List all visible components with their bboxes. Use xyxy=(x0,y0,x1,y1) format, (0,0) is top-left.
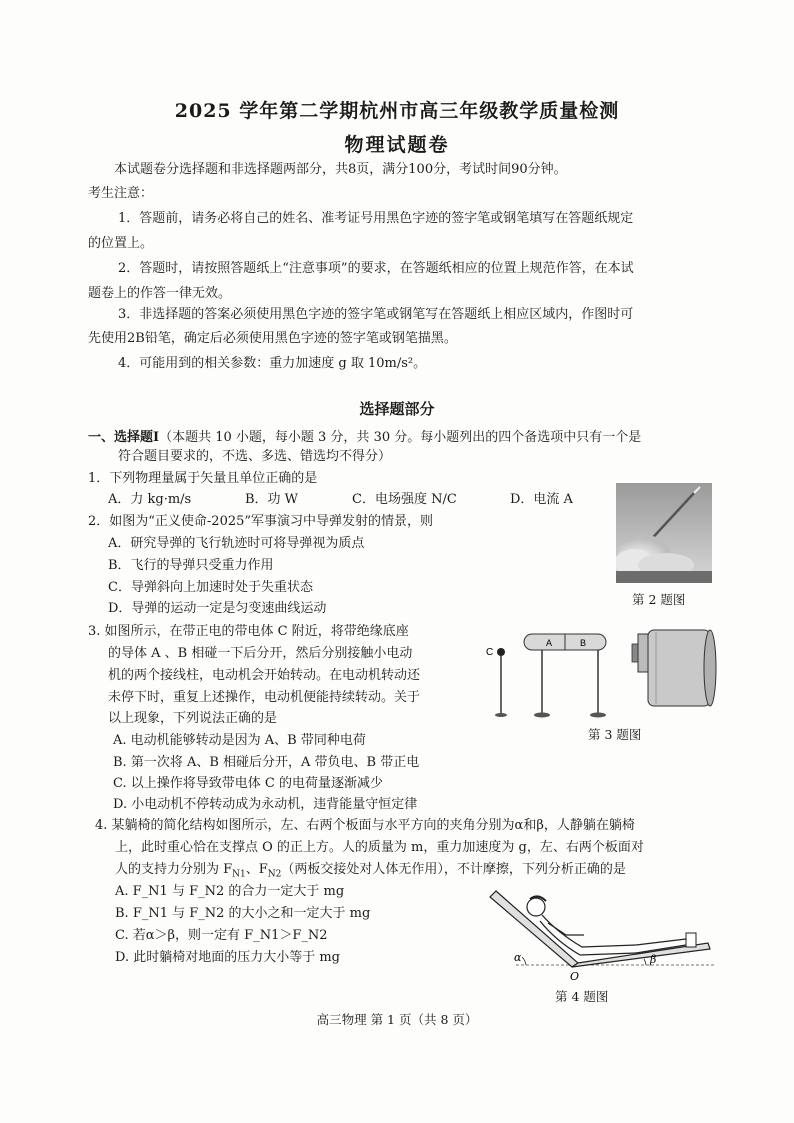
q3-line-2: 的导体 A 、B 相碰一下后分开，然后分别接触小电动 xyxy=(108,646,413,661)
q4-line-3: 人的支持力分别为 $F_{N1}$、$F_{N2}$（两板交接处对人体无作用），不计摩擦，下列分析正确的是 xyxy=(115,862,626,880)
beta-label: β xyxy=(650,953,657,966)
q3-option-c: C. 以上操作将导致带电体 C 的电荷量逐渐减少 xyxy=(113,776,383,791)
exam-subtitle: 物理试题卷 xyxy=(344,134,450,156)
notice-4: 4．可能用到的相关参数：重力加速度 g 取 10m/s²。 xyxy=(118,356,427,371)
q3-option-a: A. 电动机能够转动是因为 A、B 带同种电荷 xyxy=(113,733,366,748)
q1-option-c: C．电场强度 N/C xyxy=(352,492,457,507)
q1-option-a: A．力 kg·m/s xyxy=(108,492,192,507)
q3-caption: 第 3 题图 xyxy=(588,727,642,742)
q3-line-1: 3. 如图所示，在带正电的带电体 C 附近，将带绝缘底座 xyxy=(88,624,409,639)
q3-line-4: 未停下时，重复上述操作，电动机便能持续转动。关于 xyxy=(108,690,421,705)
notice-1b: 的位置上。 xyxy=(88,236,154,251)
q4-figure xyxy=(486,883,718,983)
electrostatic-motor-diagram xyxy=(484,626,724,722)
q2-option-a: A．研究导弹的飞行轨迹时可将导弹视为质点 xyxy=(108,536,365,551)
q2-option-d: D．导弹的运动一定是匀变速曲线运动 xyxy=(108,601,327,616)
q1-stem: 1．下列物理量属于矢量且单位正确的是 xyxy=(88,471,318,486)
q2-caption: 第 2 题图 xyxy=(632,592,686,607)
section-title: 选择题部分 xyxy=(359,400,435,418)
q4-option-c: C. 若α＞β，则一定有 F_N1＞F_N2 xyxy=(115,928,328,943)
notice-3a: 3．非选择题的答案必须使用黑色字迹的签字笔或钢笔写在答题纸上相应区域内，作图时可 xyxy=(118,307,634,322)
page-footer: 高三物理 第 1 页（共 8 页） xyxy=(316,1012,478,1027)
notice-1a: 1．答题前，请务必将自己的姓名、准考证号用黑色字迹的签字笔或钢笔填写在答题纸规定 xyxy=(118,211,634,226)
label-a: A xyxy=(546,638,553,648)
intro-line: 本试题卷分选择题和非选择题两部分，共8页，满分100分，考试时间90分钟。 xyxy=(114,162,567,177)
part-label: 一、选择题Ⅰ xyxy=(88,430,160,445)
alpha-label: α xyxy=(514,951,522,964)
q4-option-d: D. 此时躺椅对地面的压力大小等于 mg xyxy=(115,950,341,965)
missile-launch-image xyxy=(616,483,712,583)
q1-option-b: B．功 W xyxy=(245,492,299,507)
q4-line-2: 上，此时重心恰在支撑点 O 的正上方。人的质量为 m，重力加速度为 g，左、右两个板面对 xyxy=(115,840,644,855)
q3-option-d: D. 小电动机不停转动成为永动机，违背能量守恒定律 xyxy=(113,797,418,812)
label-c: C xyxy=(486,647,494,658)
q4-line-1: 4. 某躺椅的简化结构如图所示，左、右两个板面与水平方向的夹角分别为α和β，人静躺在躺椅 xyxy=(95,818,635,833)
q3-line-5: 以上现象，下列说法正确的是 xyxy=(108,711,278,726)
q1-option-d: D．电流 A xyxy=(510,492,573,507)
charged-body-c xyxy=(497,648,505,656)
q2-option-c: C．导弹斜向上加速时处于失重状态 xyxy=(108,580,313,595)
q2-stem: 2．如图为“正义使命-2025”军事演习中导弹发射的情景，则 xyxy=(88,514,434,529)
recliner-diagram xyxy=(486,883,718,983)
support-point-o: O xyxy=(570,970,580,983)
q4-option-a: A. F_N1 与 F_N2 的合力一定大于 mg xyxy=(115,884,345,899)
q3-figure xyxy=(484,626,724,722)
q2-missile-photo xyxy=(616,483,712,583)
exam-title: 2025 学年第二学期杭州市高三年级教学质量检测 xyxy=(174,100,620,122)
notice-label: 考生注意： xyxy=(88,186,154,201)
notice-2a: 2．答题时，请按照答题纸上“注意事项”的要求，在答题纸相应的位置上规范作答，在本试 xyxy=(118,261,634,276)
label-b: B xyxy=(580,638,587,648)
q3-line-3: 机的两个接线柱，电动机会开始转动。在电动机转动还 xyxy=(108,668,421,683)
notice-2b: 题卷上的作答一律无效。 xyxy=(88,286,232,301)
part-desc-a: （本题共 10 小题，每小题 3 分，共 30 分。每小题列出的四个备选项中只有一个是 xyxy=(159,430,642,445)
part-desc-b: 符合题目要求的，不选、多选、错选均不得分） xyxy=(118,449,392,464)
small-motor xyxy=(648,630,710,706)
person-head xyxy=(527,898,545,916)
notice-3b: 先使用2B铅笔，确定后必须使用黑色字迹的签字笔或钢笔描黑。 xyxy=(88,331,457,346)
q4-option-b: B. F_N1 与 F_N2 的大小之和一定大于 mg xyxy=(115,906,371,921)
q2-option-b: B．飞行的导弹只受重力作用 xyxy=(108,558,274,573)
q3-option-b: B. 第一次将 A、B 相碰后分开，A 带负电、B 带正电 xyxy=(113,755,420,770)
q4-caption: 第 4 题图 xyxy=(555,989,609,1004)
part-header xyxy=(88,429,641,447)
